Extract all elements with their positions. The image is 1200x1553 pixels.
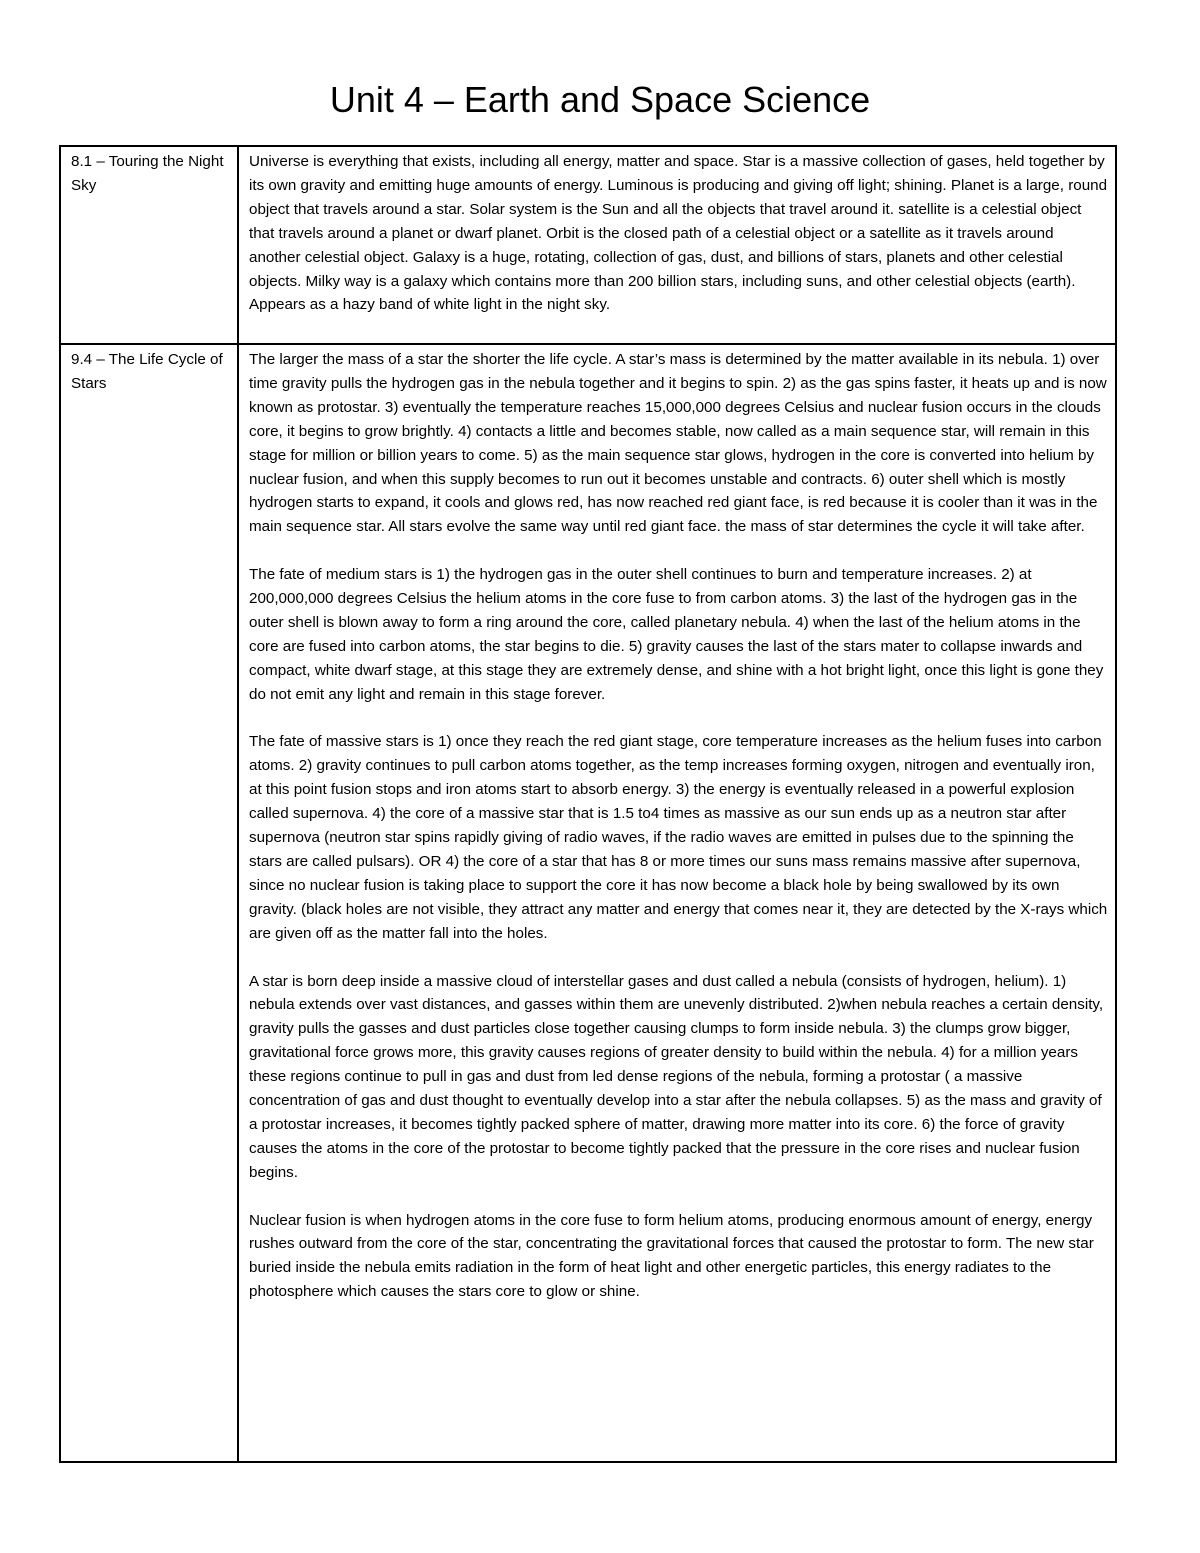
content-cell [238, 344, 1116, 1462]
table-row [60, 344, 1116, 1462]
page-title: Unit 4 – Earth and Space Science [329, 79, 871, 120]
content-cell [238, 146, 1116, 344]
paragraph: Universe is everything that exists, including all energy, matter and space. Star is a massive collection of gases, held together by its own gravity and emitting huge amounts of energy. Luminous is producing and giving off light; shining. Planet is a large, round object that travels around a star. Solar system is the Sun and all the objects that travel around it. satellite is a celestial object that travels around a planet or dwarf planet. Orbit is the closed path of a celestial object or a satellite as it travels around another celestial object. Galaxy is a huge, rotating, collection of gas, dust, and billions of stars, planets and other celestial objects. Milky way is a galaxy which contains more than 200 billion stars, including suns, and other celestial objects (earth). Appears as a hazy band of white light in the night sky. [249, 153, 1108, 314]
paragraph: A star is born deep inside a massive cloud of interstellar gases and dust called a nebula (consists of hydrogen, helium). 1) nebula extends over vast distances, and gasses within them are unevenly distributed. 2)when nebula reaches a certain density, gravity pulls the gasses and dust particles close together causing clumps to form inside nebula. 3) the clumps grow bigger, gravitational force grows more, this gravity causes regions of greater density to build within the nebula. 4) for a million years these regions continue to pull in gas and dust from led dense regions of the nebula, forming a protostar ( a massive concentration of gas and dust thought to eventually develop into a star after the nebula collapses. 5) as the mass and gravity of a protostar increases, it becomes tightly packed sphere of matter, drawing more matter into its core. 6) the force of gravity causes the atoms in the core of the protostar to become tightly packed that the pressure in the core rises and nuclear fusion begins. [249, 972, 1104, 1181]
paragraph: The fate of medium stars is 1) the hydrogen gas in the outer shell continues to burn and temperature increases. 2) at 200,000,000 degrees Celsius the helium atoms in the core fuse to from carbon atoms. 3) the last of the hydrogen gas in the outer shell is blown away to form a ring around the core, called planetary nebula. 4) when the last of the helium atoms in the core are fused into carbon atoms, the star begins to die. 5) gravity causes the last of the stars mater to collapse inwards and compact, white dwarf stage, at this stage they are extremely dense, and shine with a hot bright light, once this light is gone they do not emit any light and remain in this stage forever. [249, 566, 1104, 703]
paragraph: Nuclear fusion is when hydrogen atoms in the core fuse to form helium atoms, producing enormous amount of energy, energy rushes outward from the core of the star, concentrating the gravitational forces that caused the protostar to form. The new star buried inside the nebula emits radiation in the form of heat light and other energetic particles, this energy radiates to the photosphere which causes the stars core to glow or shine. [249, 1211, 1094, 1301]
topic-cell: 8.1 – Touring the Night Sky [60, 146, 238, 344]
paragraph: The larger the mass of a star the shorter the life cycle. A star’s mass is determined by the matter available in its nebula. 1) over time gravity pulls the hydrogen gas in the nebula together and it begins to spin. 2) as the gas spins faster, it heats up and is now known as protostar. 3) eventually the temperature reaches 15,000,000 degrees Celsius and nuclear fusion occurs in the clouds core, it begins to grow brightly. 4) contacts a little and becomes stable, now called as a main sequence star, will remain in this stage for million or billion years to come. 5) as the main sequence star glows, hydrogen in the core is converted into helium by nuclear fusion, and when this supply becomes to run out it becomes unstable and contracts. 6) outer shell which is mostly hydrogen starts to expand, it cools and glows red, has now reached red giant face, is red because it is cooler than it was in the main sequence star. All stars evolve the same way until red giant face. the mass of star determines the cycle it will take after. [249, 351, 1107, 536]
topic-cell: 9.4 – The Life Cycle of Stars [60, 344, 238, 1462]
paragraph: The fate of massive stars is 1) once they reach the red giant stage, core temperature increases as the helium fuses into carbon atoms. 2) gravity continues to pull carbon atoms together, as the temp increases forming oxygen, nitrogen and eventually iron, at this point fusion stops and iron atoms start to absorb energy. 3) the energy is eventually released in a powerful explosion called supernova. 4) the core of a massive star that is 1.5 to4 times as massive as our sun ends up as a neutron star after supernova (neutron star spins rapidly giving of radio waves, if the radio waves are emitted in pulses due to the spinning the stars are called pulsars). OR 4) the core of a star that has 8 or more times our suns mass remains massive after supernova, since no nuclear fusion is taking place to support the core it has now become a black hole by being swallowed by its own gravity. (black holes are not visible, they attract any matter and energy that comes near it, they are detected by the X-rays which are given off as the matter fall into the holes. [249, 733, 1108, 942]
notes-table [59, 145, 1117, 1463]
table-row [60, 146, 1116, 344]
